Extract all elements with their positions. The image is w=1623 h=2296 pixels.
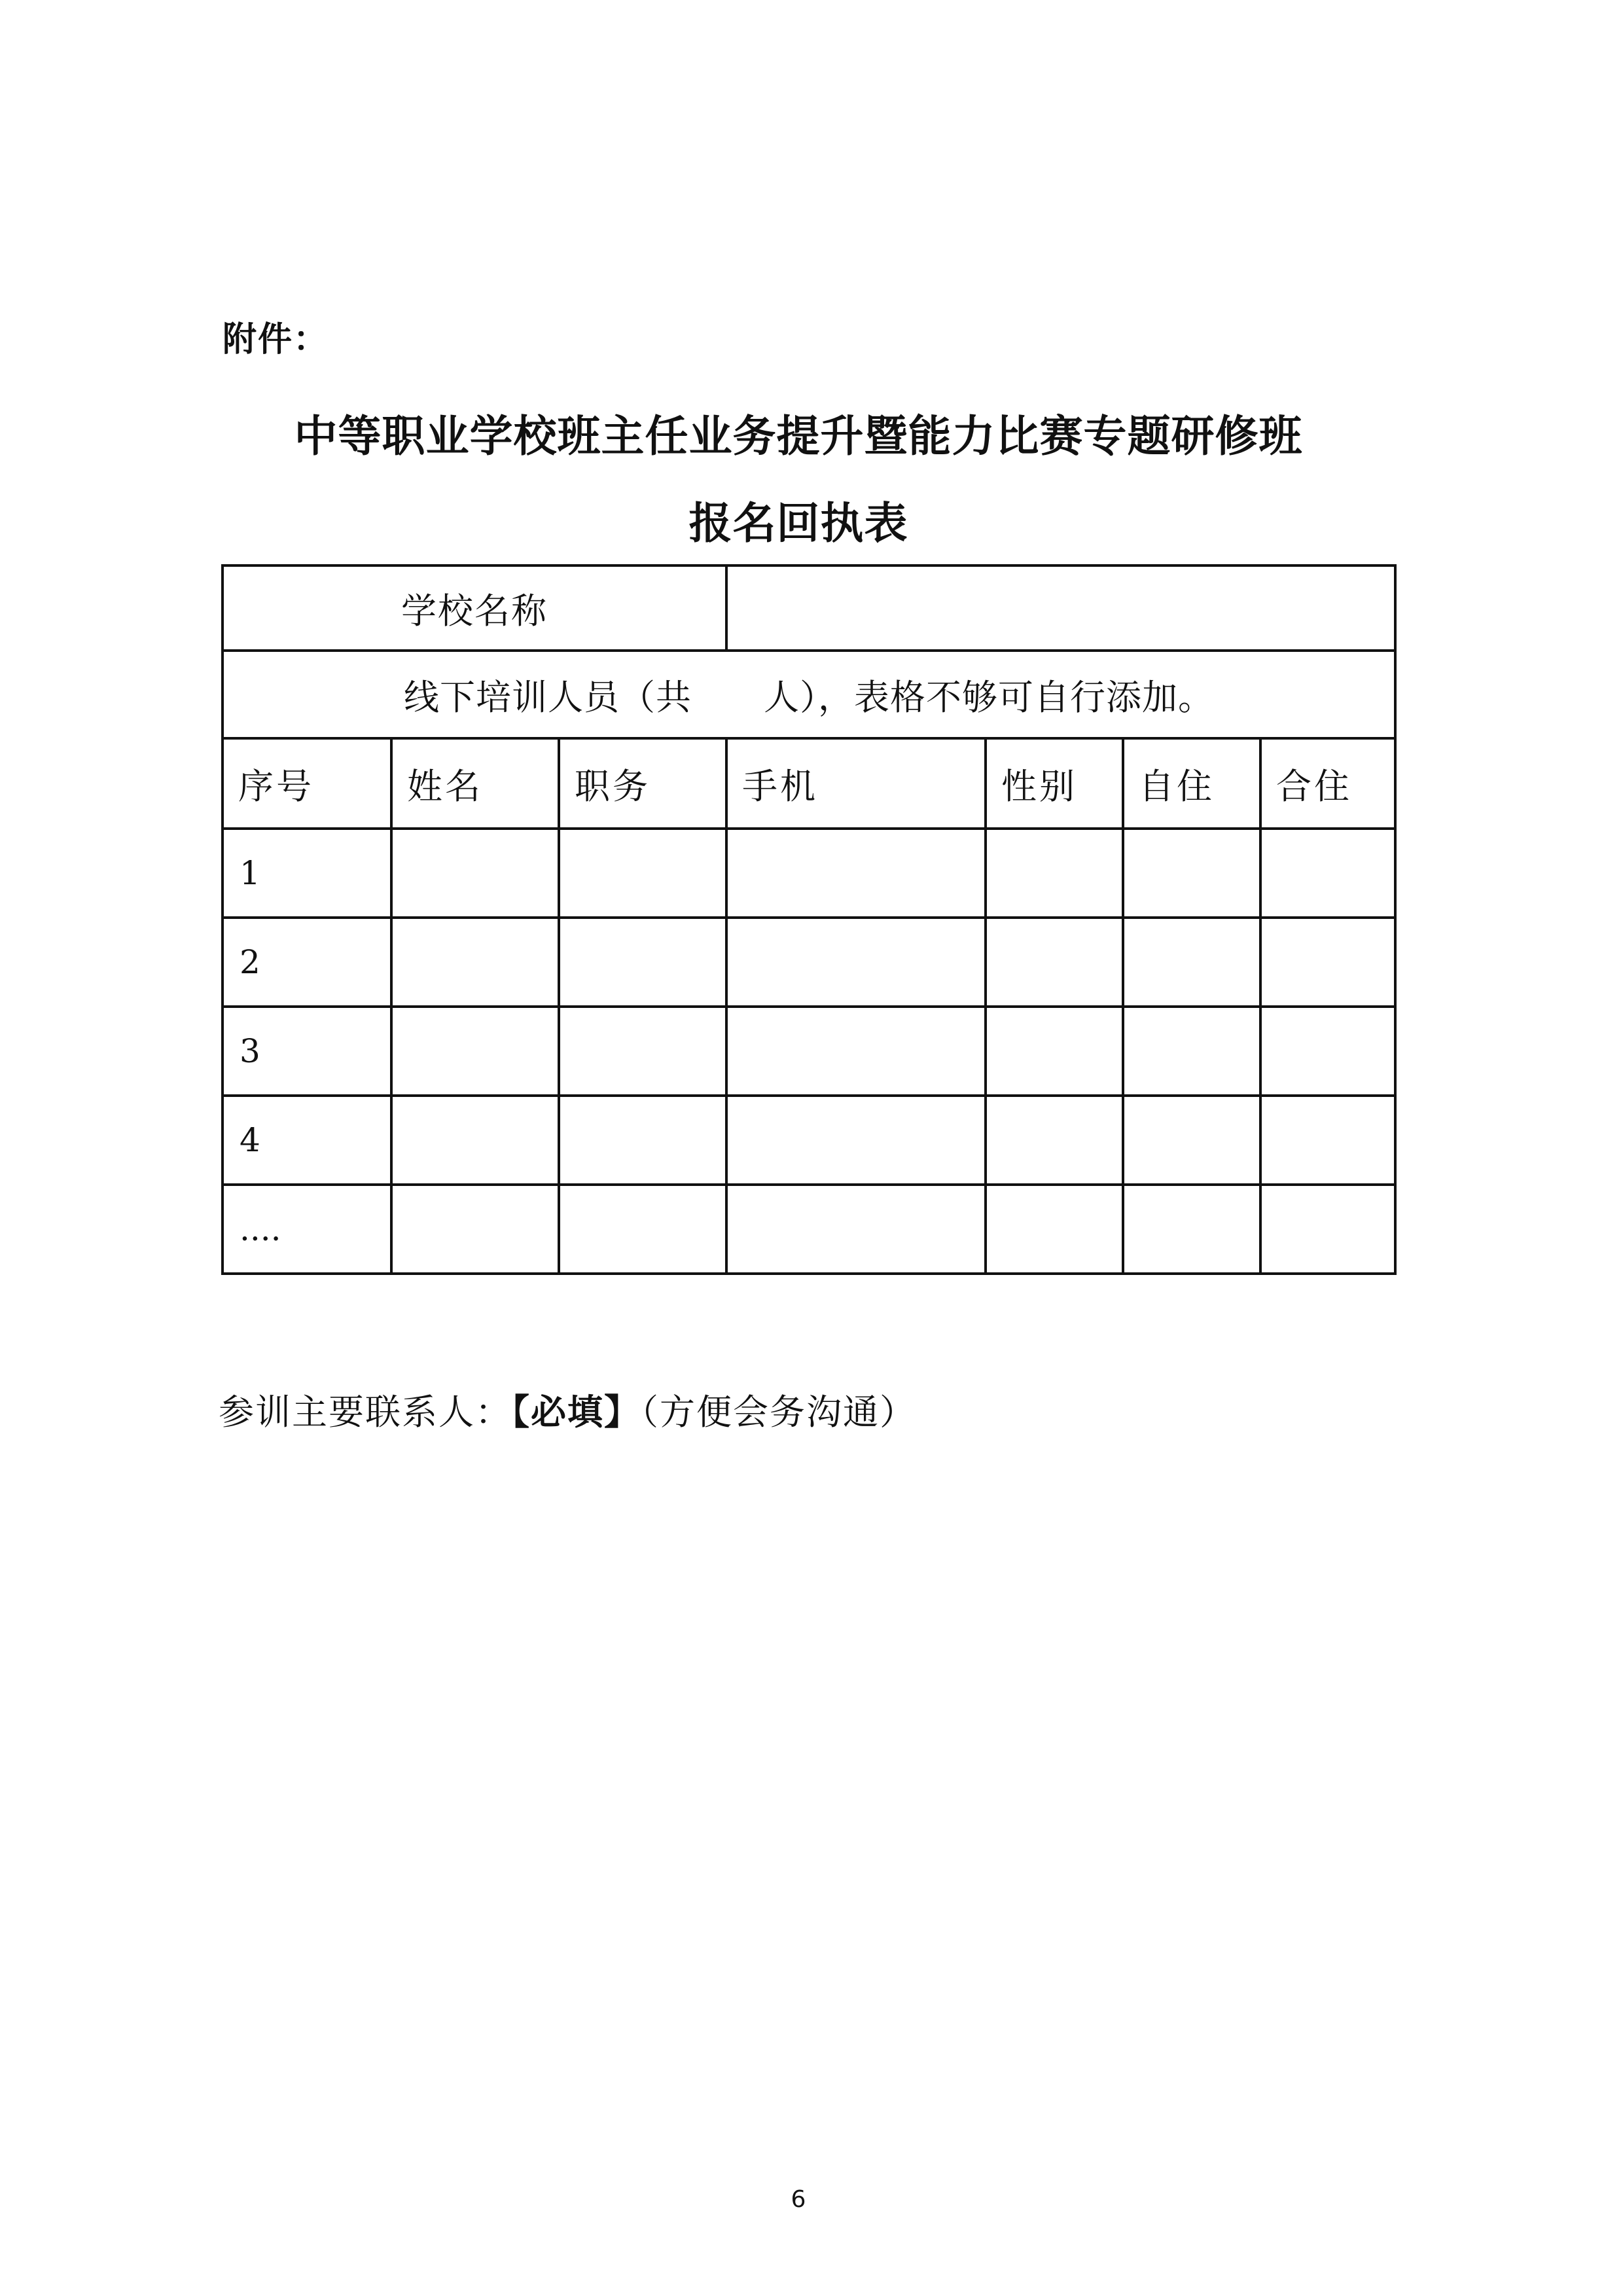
- single-room-cell[interactable]: [1123, 1096, 1260, 1185]
- column-header-shared-room: 合住: [1260, 738, 1395, 829]
- column-header-single-room: 自住: [1123, 738, 1260, 829]
- row-index: 2: [223, 918, 391, 1007]
- offline-trainees-row: [223, 651, 1395, 738]
- column-header-phone: 手机: [726, 738, 986, 829]
- row-index: 4: [223, 1096, 391, 1185]
- row-index: 3: [223, 1007, 391, 1096]
- name-cell[interactable]: [391, 1007, 559, 1096]
- position-cell[interactable]: [559, 1185, 726, 1274]
- table-row: [223, 1096, 1395, 1185]
- phone-cell[interactable]: [726, 918, 986, 1007]
- contact-note: （方便会务沟通）: [641, 1391, 916, 1433]
- name-cell[interactable]: [391, 918, 559, 1007]
- table-row: [223, 918, 1395, 1007]
- school-name-row: [223, 565, 1395, 651]
- table-row: [223, 1185, 1395, 1274]
- contact-person-line: [219, 1386, 916, 1439]
- single-room-cell[interactable]: [1123, 918, 1260, 1007]
- school-name-label: 学校名称: [223, 565, 726, 651]
- shared-room-cell[interactable]: [1260, 918, 1395, 1007]
- offline-trainees-prefix: 线下培训人员（共: [404, 676, 692, 718]
- shared-room-cell[interactable]: [1260, 1007, 1395, 1096]
- column-header-position: 职务: [559, 738, 726, 829]
- attachment-label: 附件：: [223, 320, 329, 359]
- form-title-line-2: 报名回执表: [688, 498, 908, 548]
- position-cell[interactable]: [559, 829, 726, 918]
- column-header-gender: 性别: [986, 738, 1123, 829]
- single-room-cell[interactable]: [1123, 829, 1260, 918]
- phone-cell[interactable]: [726, 1007, 986, 1096]
- column-header-index: 序号: [223, 738, 391, 829]
- offline-trainees-suffix: 人），表格不够可自行添加。: [764, 676, 1214, 718]
- column-header-name: 姓名: [391, 738, 559, 829]
- contact-person-label: 参训主要联系人：: [219, 1391, 512, 1433]
- single-room-cell[interactable]: [1123, 1007, 1260, 1096]
- position-cell[interactable]: [559, 918, 726, 1007]
- shared-room-cell[interactable]: [1260, 1096, 1395, 1185]
- table-row: [223, 829, 1395, 918]
- name-cell[interactable]: [391, 1185, 559, 1274]
- phone-cell[interactable]: [726, 1096, 986, 1185]
- table-header-row: [223, 738, 1395, 829]
- gender-cell[interactable]: [986, 1007, 1123, 1096]
- gender-cell[interactable]: [986, 1185, 1123, 1274]
- gender-cell[interactable]: [986, 1096, 1123, 1185]
- page-number: 6: [791, 2186, 806, 2213]
- phone-cell[interactable]: [726, 829, 986, 918]
- position-cell[interactable]: [559, 1096, 726, 1185]
- gender-cell[interactable]: [986, 918, 1123, 1007]
- row-index: 1: [223, 829, 391, 918]
- name-cell[interactable]: [391, 829, 559, 918]
- single-room-cell[interactable]: [1123, 1185, 1260, 1274]
- school-name-field[interactable]: [726, 565, 1395, 651]
- form-title-line-1: 中等职业学校班主任业务提升暨能力比赛专题研修班: [294, 411, 1303, 461]
- shared-room-cell[interactable]: [1260, 1185, 1395, 1274]
- registration-form-table: [221, 564, 1397, 1275]
- table-row: [223, 1007, 1395, 1096]
- position-cell[interactable]: [559, 1007, 726, 1096]
- gender-cell[interactable]: [986, 829, 1123, 918]
- required-marker: 【必填】: [512, 1391, 641, 1433]
- row-index: ....: [223, 1185, 391, 1274]
- phone-cell[interactable]: [726, 1185, 986, 1274]
- offline-trainees-note: [223, 651, 1395, 738]
- name-cell[interactable]: [391, 1096, 559, 1185]
- shared-room-cell[interactable]: [1260, 829, 1395, 918]
